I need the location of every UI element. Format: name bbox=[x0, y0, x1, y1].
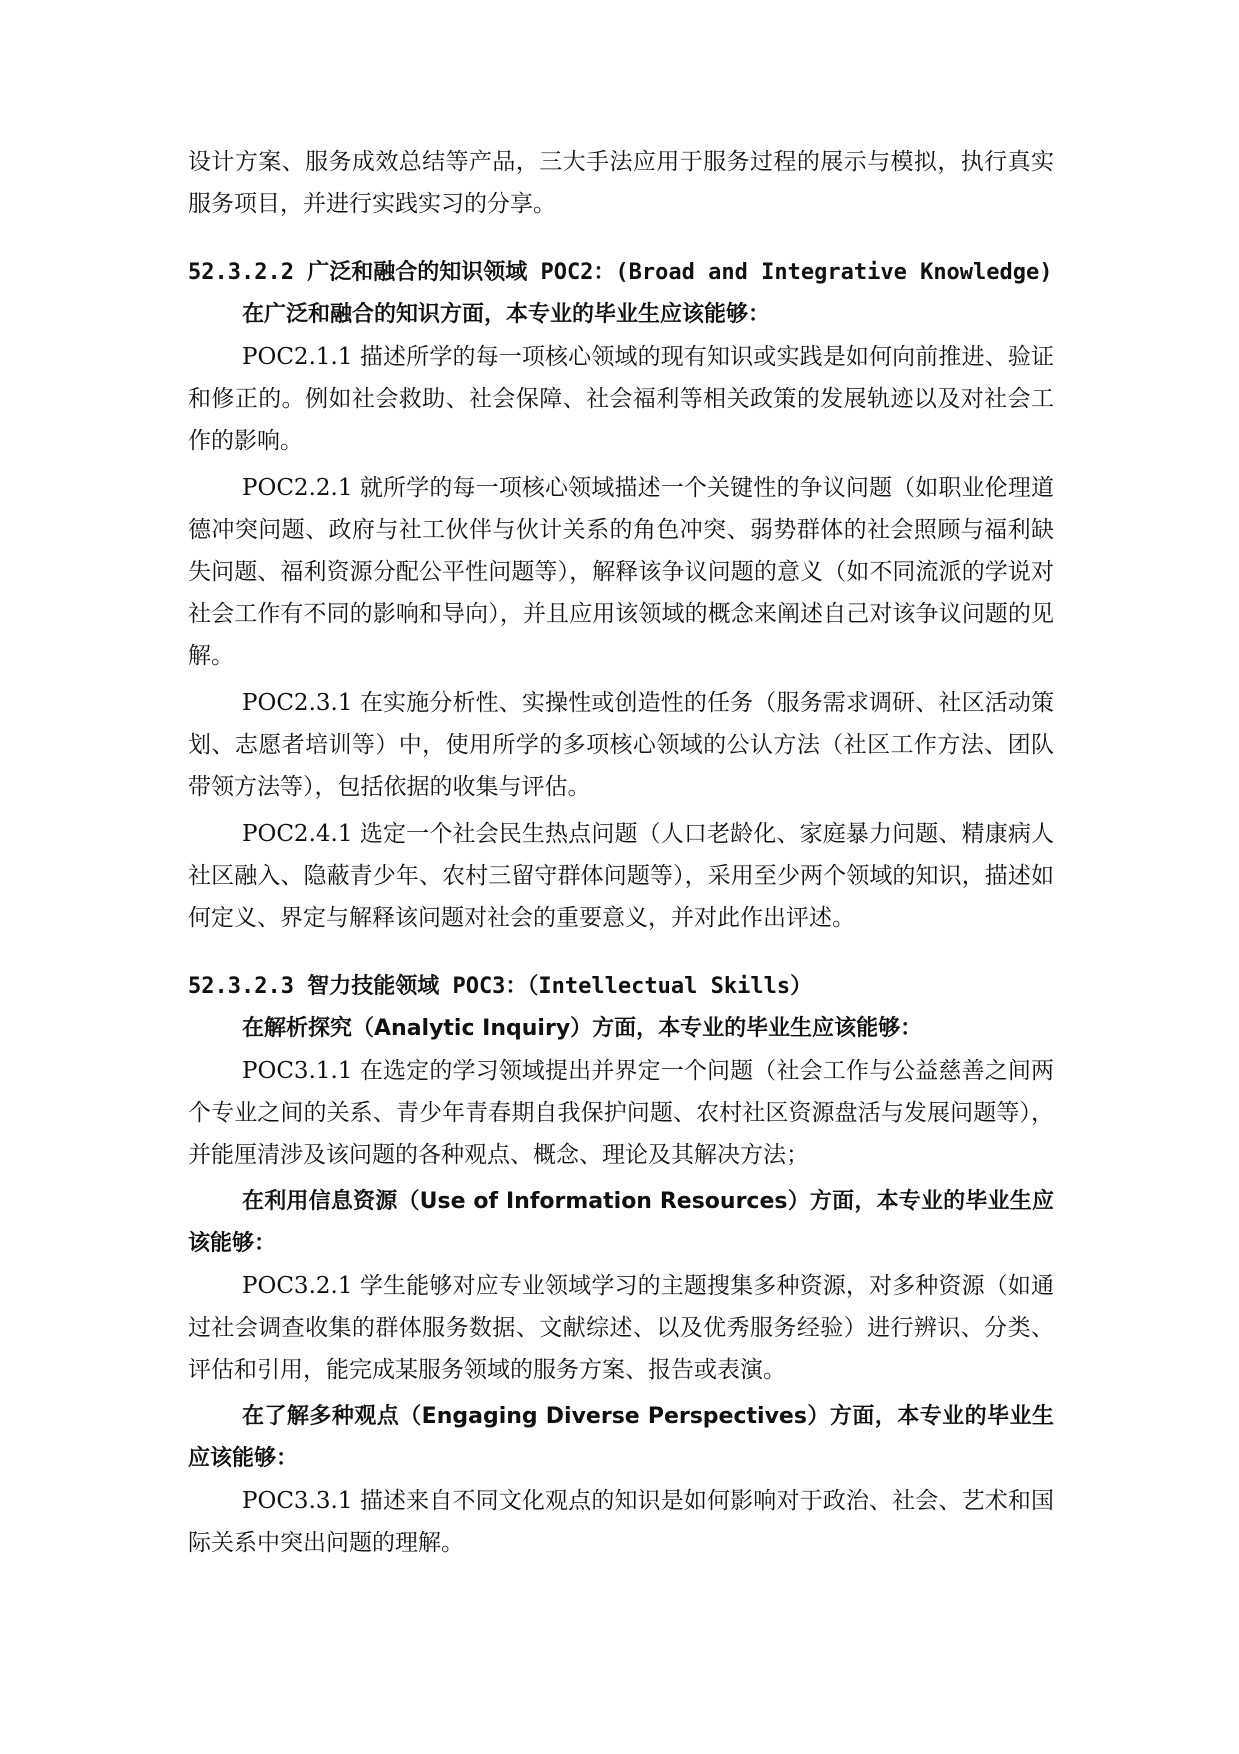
section-poc3 bbox=[188, 966, 1054, 1564]
poc3-2-1-paragraph: POC3.2.1 学生能够对应专业领域学习的主题搜集多种资源，对多种资源（如通过社会调查收集的群体服务数据、文献综述、以及优秀服务经验）进行辨识、分类、评估和引用，能完成某服务领域的服务方案、报告或表演。 bbox=[188, 1273, 1054, 1383]
document-body bbox=[188, 141, 1054, 1569]
poc2-4-1-paragraph: POC2.4.1 选定一个社会民生热点问题（人口老龄化、家庭暴力问题、精康病人社区融入、隐蔽青少年、农村三留守群体问题等），采用至少两个领域的知识，描述如何定义、界定与解释该问题对社会的重要意义，并对此作出评述。 bbox=[188, 821, 1054, 931]
intro-paragraph: 设计方案、服务成效总结等产品，三大手法应用于服务过程的展示与模拟，执行真实服务项目，并进行实践实习的分享。 bbox=[188, 149, 1054, 217]
analytic-inquiry-lead: 在解析探究（Analytic Inquiry）方面，本专业的毕业生应该能够： bbox=[242, 1016, 923, 1041]
poc2-1-1-paragraph: POC2.1.1 描述所学的每一项核心领域的现有知识或实践是如何向前推进、验证和修正的。例如社会救助、社会保障、社会福利等相关政策的发展轨迹以及对社会工作的影响。 bbox=[188, 344, 1054, 454]
section-gap bbox=[188, 230, 1054, 252]
poc3-3-1-paragraph: POC3.3.1 描述来自不同文化观点的知识是如何影响对于政治、社会、艺术和国际关系中突出问题的理解。 bbox=[188, 1488, 1054, 1556]
section-lead-poc2: 在广泛和融合的知识方面，本专业的毕业生应该能够： bbox=[242, 302, 771, 327]
poc2-2-1-paragraph: POC2.2.1 就所学的每一项核心领域描述一个关键性的争议问题（如职业伦理道德冲突问题、政府与社工伙伴与伙计关系的角色冲突、弱势群体的社会照顾与福利缺失问题、福利资源分配公平性问题等），解释该争议问题的意义（如不同流派的学说对社会工作有不同的影响和导向），并且应用该领域的概念来阐述自己对该争议问题的见解。 bbox=[188, 475, 1054, 669]
section-heading-poc2: 52.3.2.2 广泛和融合的知识领域 POC2：(Broad and Integrative Knowledge) bbox=[188, 260, 1053, 285]
section-gap bbox=[188, 944, 1054, 966]
poc2-3-1-paragraph: POC2.3.1 在实施分析性、实操性或创造性的任务（服务需求调研、社区活动策划、志愿者培训等）中，使用所学的多项核心领域的公认方法（社区工作方法、团队带领方法等），包括依据的收集与评估。 bbox=[188, 690, 1054, 800]
information-resources-lead: 在利用信息资源（Use of Information Resources）方面，本专业的毕业生应该能够： bbox=[188, 1189, 1054, 1256]
section-heading-poc3: 52.3.2.3 智力技能领域 POC3：（Intellectual Skills） bbox=[188, 974, 813, 999]
diverse-perspectives-lead: 在了解多种观点（Engaging Diverse Perspectives）方面，本专业的毕业生应该能够： bbox=[188, 1404, 1054, 1471]
poc3-1-1-paragraph: POC3.1.1 在选定的学习领域提出并界定一个问题（社会工作与公益慈善之间两个专业之间的关系、青少年青春期自我保护问题、农村社区资源盘活与发展问题等），并能厘清涉及该问题的各种观点、概念、理论及其解决方法； bbox=[188, 1058, 1054, 1168]
section-poc2 bbox=[188, 252, 1054, 939]
